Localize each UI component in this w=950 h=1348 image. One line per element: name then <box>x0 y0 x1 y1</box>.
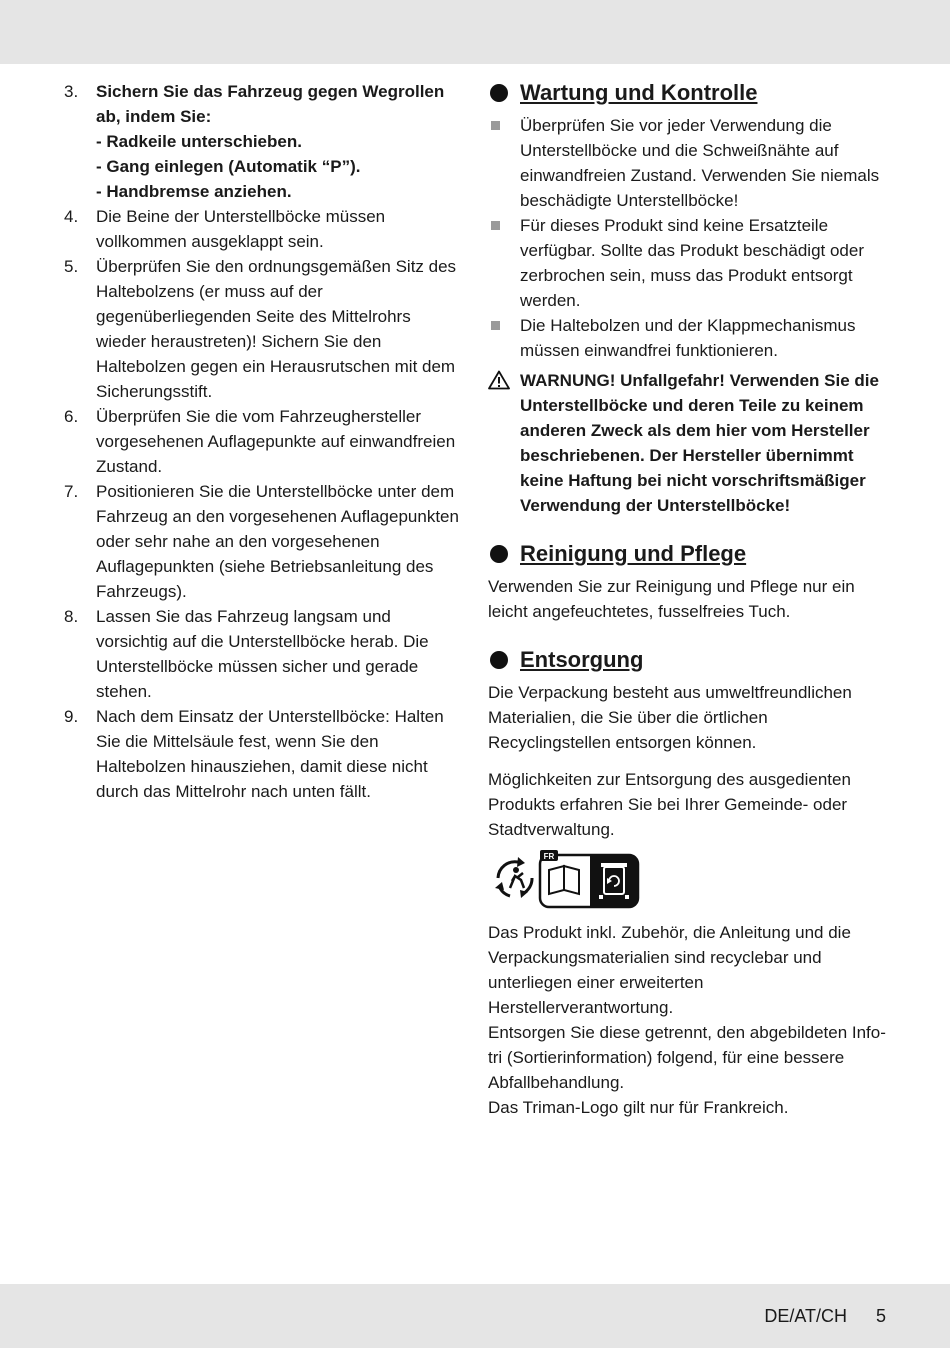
warning-triangle-icon <box>488 370 510 390</box>
bullet-dot-icon <box>490 84 508 102</box>
warning-text: WARNUNG! Unfallgefahr! Verwenden Sie die Unterstellböcke und deren Teile zu keinem anderen Zweck als dem hier vom Hersteller beschriebenen. Der Hersteller übernimmt keine Haftung bei nicht vorschriftsmäßiger Verwendung der Unterstellböcke! <box>520 371 879 515</box>
step-4 <box>64 204 464 254</box>
footer-language: DE/AT/CH <box>764 1306 847 1326</box>
step-subline: - Handbremse anziehen. <box>96 182 292 201</box>
section-heading <box>488 540 893 568</box>
paragraph: Die Verpackung besteht aus umweltfreundlichen Materialien, die Sie über die örtlichen Recyclingstellen entsorgen können. <box>488 683 852 752</box>
page-number: 5 <box>875 1306 886 1326</box>
section-heading-text: Wartung und Kontrolle <box>520 80 758 105</box>
step-text: Die Beine der Unterstellböcke müssen vollkommen ausgeklappt sein. <box>96 207 386 251</box>
square-bullet-icon <box>491 121 500 130</box>
step-text: Sichern Sie das Fahrzeug gegen Wegrollen ab, indem Sie: <box>96 82 445 126</box>
square-bullet-icon <box>491 321 500 330</box>
left-column <box>64 79 464 804</box>
paragraph: Das Produkt inkl. Zubehör, die Anleitung und die Verpackungsmaterialien sind recyclebar und unterliegen einer erweiterten Herstellerverantwortung. <box>488 923 851 1017</box>
maintenance-list <box>488 113 893 363</box>
section-heading <box>488 646 893 674</box>
disposal-section <box>488 646 893 1120</box>
step-text: Nach dem Einsatz der Unterstellböcke: Halten Sie die Mittelsäule fest, wenn Sie den Haltebolzen hinausziehen, damit diese nicht durch das Mittelrohr nach unten fällt. <box>96 707 444 801</box>
step-8 <box>64 604 464 704</box>
section-heading-text: Entsorgung <box>520 647 644 672</box>
paragraph: Verwenden Sie zur Reinigung und Pflege nur ein leicht angefeuchtetes, fusselfreies Tuch. <box>488 577 855 621</box>
step-number: 3. <box>64 82 79 101</box>
section-heading-text: Reinigung und Pflege <box>520 541 747 566</box>
bullet-dot-icon <box>490 545 508 563</box>
list-item-text: Die Haltebolzen und der Klappmechanismus müssen einwandfrei funktionieren. <box>520 316 856 360</box>
cleaning-section <box>488 540 893 624</box>
section-heading <box>488 79 893 107</box>
step-9 <box>64 704 464 804</box>
right-column <box>488 79 893 1120</box>
step-6 <box>64 404 464 479</box>
step-number: 7. <box>64 482 79 501</box>
maintenance-section <box>488 79 893 518</box>
triman-logo-icon <box>488 848 648 910</box>
step-3 <box>64 79 464 204</box>
step-number: 8. <box>64 607 79 626</box>
header-band <box>0 0 950 64</box>
step-number: 4. <box>64 207 79 226</box>
step-number: 5. <box>64 257 79 276</box>
recycling-logos <box>488 848 893 908</box>
square-bullet-icon <box>491 221 500 230</box>
bullet-dot-icon <box>490 651 508 669</box>
paragraph: Das Triman-Logo gilt nur für Frankreich. <box>488 1098 789 1117</box>
paragraph: Entsorgen Sie diese getrennt, den abgebildeten Info-tri (Sortierinformation) folgend, für eine bessere Abfallbehandlung. <box>488 1023 886 1092</box>
list-item-text: Für dieses Produkt sind keine Ersatzteile verfügbar. Sollte das Produkt beschädigt oder zerbrochen sein, muss das Produkt entsorgt werden. <box>520 216 864 310</box>
step-text: Lassen Sie das Fahrzeug langsam und vorsichtig auf die Unterstellböcke herab. Die Unterstellböcke müssen sicher und gerade stehen. <box>96 607 429 701</box>
logo-badge: FR <box>543 852 555 861</box>
warning-notice <box>488 368 893 518</box>
list-item <box>488 113 893 213</box>
step-subline: - Radkeile unterschieben. <box>96 132 302 151</box>
instruction-steps <box>64 79 464 804</box>
step-number: 6. <box>64 407 79 426</box>
step-text: Überprüfen Sie die vom Fahrzeughersteller vorgesehenen Auflagepunkte auf einwandfreien Zustand. <box>96 407 456 476</box>
step-7 <box>64 479 464 604</box>
step-text: Überprüfen Sie den ordnungsgemäßen Sitz des Haltebolzens (er muss auf der gegenüberliegenden Seite des Mittelrohrs wieder heraustreten)! Sichern Sie den Haltebolzen gegen ein Herausrutschen mit dem Sicherungsstift. <box>96 257 457 401</box>
paragraph: Möglichkeiten zur Entsorgung des ausgedienten Produkts erfahren Sie bei Ihrer Gemeinde- oder Stadtverwaltung. <box>488 770 851 839</box>
step-5 <box>64 254 464 404</box>
step-subline: - Gang einlegen (Automatik “P”). <box>96 157 361 176</box>
list-item <box>488 213 893 313</box>
step-number: 9. <box>64 707 79 726</box>
list-item <box>488 313 893 363</box>
list-item-text: Überprüfen Sie vor jeder Verwendung die Unterstellböcke und die Schweißnähte auf einwandfreien Zustand. Verwenden Sie niemals beschädigte Unterstellböcke! <box>520 116 880 210</box>
step-text: Positionieren Sie die Unterstellböcke unter dem Fahrzeug an den vorgesehenen Auflagepunkten oder sehr nahe an den vorgesehenen Auflagepunkten (siehe Betriebsanleitung des Fahrzeugs). <box>96 482 459 601</box>
